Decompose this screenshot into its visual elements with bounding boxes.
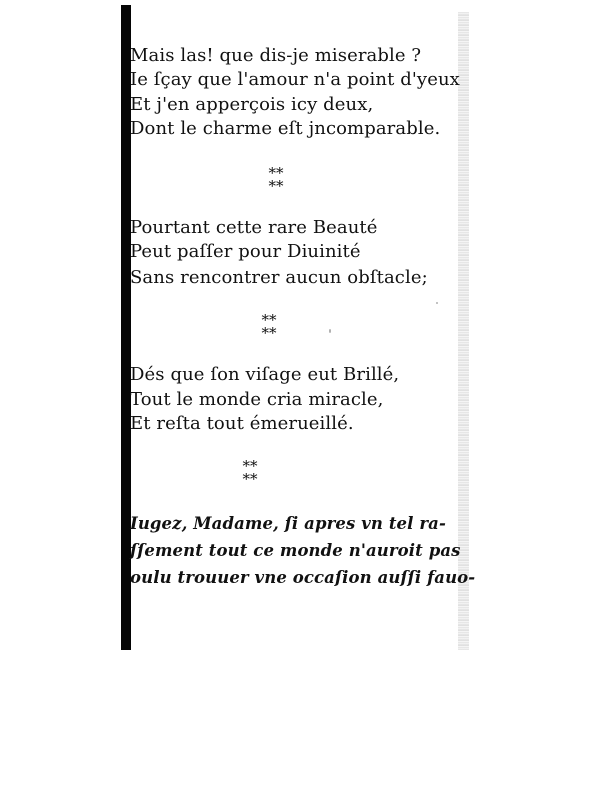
- ornament-line: **: [268, 164, 284, 182]
- poem-line: Ie ſçay que l'amour n'a point d'yeux: [130, 69, 460, 90]
- poem-line: Peut paſſer pour Diuinité: [130, 241, 361, 262]
- poem-line: Dont le charme eſt jncomparable.: [130, 118, 441, 139]
- asterism-ornament: [230, 457, 270, 488]
- prose-line: Iugez, Madame, ſi apres vn tel ra-: [130, 514, 446, 533]
- prose-line: ſſement tout ce monde n'auroit pas: [130, 541, 461, 560]
- asterism-ornament: [256, 164, 296, 195]
- ornament-line: **: [268, 177, 284, 195]
- ornament-line: **: [242, 457, 258, 475]
- ornament-line: **: [261, 311, 277, 329]
- poem-line: Mais las! que dis-je miserable ?: [130, 45, 422, 66]
- poem-line: Et j'en apperçois icy deux,: [130, 94, 374, 115]
- ornament-line: **: [261, 324, 277, 342]
- poem-line: Sans rencontrer aucun obſtacle;: [130, 267, 428, 288]
- poem-line: Tout le monde cria miracle,: [130, 389, 384, 410]
- poem-line: Pourtant cette rare Beauté: [130, 217, 378, 238]
- asterism-ornament: [249, 311, 289, 342]
- paper-speck: [329, 329, 331, 333]
- prose-line: oulu trouuer vne occaſion auſſi fauo-: [130, 568, 476, 587]
- poem-line: Et reſta tout émerueillé.: [130, 413, 354, 434]
- poem-line: Dés que ſon viſage eut Brillé,: [130, 364, 400, 385]
- ornament-line: **: [242, 470, 258, 488]
- paper-speck: [436, 302, 438, 304]
